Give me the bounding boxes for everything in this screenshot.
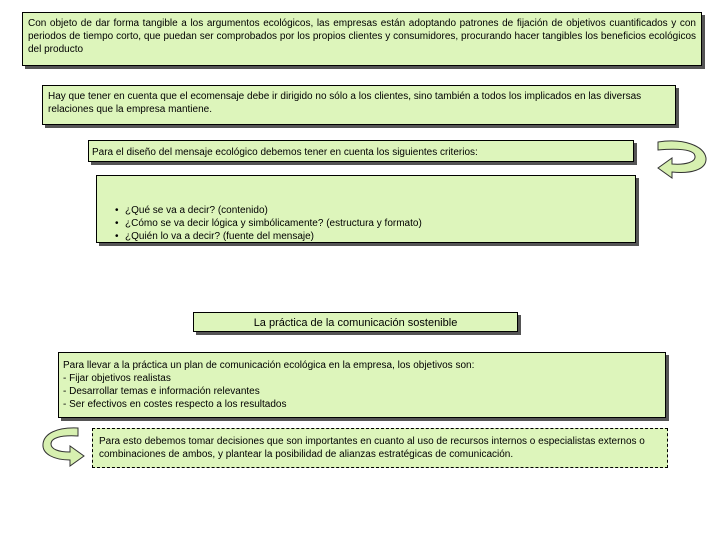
objective-item: - Fijar objetivos realistas [63,373,171,384]
intro-box [22,12,702,66]
audience-text: Hay que tener en cuenta que el ecomensaje debe ir dirigido no sólo a los clientes, sino también a todos los implicados en las diversas relaciones que la empresa mantiene. [48,91,642,115]
audience-box [42,85,676,125]
criteria-item: • ¿Quién lo va a decir? (fuente del mensaje) [115,230,635,243]
section-title-box [193,312,518,332]
criteria-item: • ¿Qué se va a decir? (contenido) [115,204,635,217]
criteria-list-box [96,175,636,243]
section-title: La práctica de la comunicación sostenible [253,317,458,329]
curved-arrow-right-icon [654,132,714,182]
decisions-text: Para esto debemos tomar decisiones que son importantes en cuanto al uso de recursos internos o especialistas externos o combinaciones de ambos, y plantear la posibilidad de alianzas estratégicas de comunicación. [99,436,645,460]
criteria-item: • ¿Cómo se va decir lógica y simbólicamente? (estructura y formato) [115,217,635,230]
criteria-header-box [88,140,634,162]
objective-item: - Desarrollar temas e información relevantes [63,386,260,397]
objectives-intro: Para llevar a la práctica un plan de comunicación ecológica en la empresa, los objetivos son: [63,360,475,371]
criteria-header-text: Para el diseño del mensaje ecológico debemos tener en cuenta los siguientes criterios: [92,147,478,158]
curved-arrow-left-icon [38,422,90,468]
objective-item: - Ser efectivos en costes respecto a los resultados [63,399,287,410]
criteria-list [115,204,635,243]
decisions-box [92,428,668,468]
intro-text: Con objeto de dar forma tangible a los argumentos ecológicos, las empresas están adoptando patrones de fijación de objetivos cuantificados y con periodos de tiempo corto, que puedan ser comprobados por los propios clientes y consumidores, procurando hacer tangibles los beneficios ecológicos del producto [28,18,696,55]
objectives-box [58,352,666,418]
